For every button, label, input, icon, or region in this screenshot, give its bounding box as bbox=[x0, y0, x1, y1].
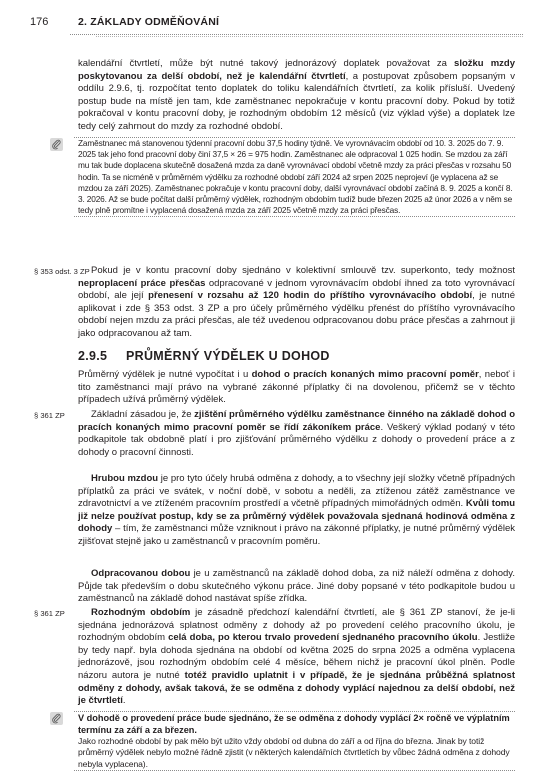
principle-bold-1: zjištění průměrného výdělku zaměstnance činného na základě dohod o pracích konaných mimo pracovní poměr se řídí zákoníkem práce bbox=[78, 409, 515, 433]
intro-bold-1: složku mzdy poskytovanou za delší období, než je kalendářní čtvrtletí bbox=[78, 58, 515, 82]
worked-time-text: je u zaměstnanců na základě dohod doba, za niž náleží odměna z dohody. Půjde tak především o dobu skutečného výkonu práce. Jiné doby popsané v této podkapitole budou u zaměstnanců na základě dohod nastávat spíše zřídka. bbox=[78, 568, 515, 605]
reference-period-bold-1: celá doba, po kterou trvalo provedení sjednaného pracovního úkolu bbox=[168, 632, 478, 644]
example-note-body: Jako rozhodné období by pak mělo být užito vždy období od dubna do září a od října do března. Jinak by totiž průměrný výdělek nebylo možné řádně zjistit (v některých kalendářních čtvrtletích by vůbec žádná odměna z dohody nebyla vyplacena). bbox=[78, 736, 510, 769]
example-note-text: Zaměstnanec má stanovenou týdenní pracovní dobu 37,5 hodiny týdně. Ve vyrovnávacím období od 10. 3. 2025 do 7. 9. 2025 tak jeho fond pracovní doby činí 37,5 × 26 = 975 hodin. Zaměstnanec ale odpracoval 1 025 hodin. Se mzdou za září mu tak bude doplacena skutečně dosažená mzda za daně vyrovnávací období včetně mzdy za práci přesčas v rozsahu 50 hodin. Ta se nicméně v průměrném výdělku za rozhodné období září 2024 až srpen 2025 neprojeví (je vyplacena až se mzdou za září 2025). Zaměstnanec pokračuje v kontu pracovní doby, další vyrovnávací období začíná 8. 9. 2025 a končí 8. 3. 2026. Až se bude počítat další průměrný výdělek, rozhodným obdobím tudíž bude březen 2025 až únor 2026 a v něm se tedy plně promítne i vyplacená dosažená mzda za září 2025 včetně mzdy za práci přesčas. bbox=[78, 138, 513, 216]
overtime-text-3: , je nutné aplikovat i zde § 353 odst. 3 ZP a pro účely průměrného výdělku přenést do příštího vyrovnávacího období nejen mzdu za práci přesčas, ale též uvedenou odpracovanou dobu práce přesčas a zahrnout ji jako odpracovanou až tam. bbox=[78, 290, 515, 339]
intro-paragraph bbox=[78, 58, 515, 134]
agreements-bold-1: dohod o pracích konaných mimo pracovní poměr bbox=[251, 369, 479, 380]
agreements-intro-paragraph bbox=[78, 369, 515, 407]
principle-text-2: . Veškerý výklad podaný v této podkapitole tak obdobně platí i pro zjišťování průměrného výdělku z dohody o provedení práce a z dohody o pracovní činnosti. bbox=[78, 421, 515, 458]
overtime-bold-2: přenesení v rozsahu až 120 hodin do příštího vyrovnávacího období bbox=[148, 290, 473, 302]
reference-period-text-1: je zásadně předchozí kalendářní čtvrtletí, ale § 361 ZP stanoví, že je-li sjednána jednorázová splatnost odměny z dohody až po provedení celého pracovního úkolu, je rozhodným obdobím bbox=[78, 607, 515, 644]
reference-period-text-2: . Jestliže by tedy např. byla dohoda sjednána na období od května 2025 do srpna 2025 a odměna vyplacena jednorázově, jsou rozhodným obdobím celé 4 měsíce, během nichž je pracovní úkol plněn. Podle názoru autora je nutné bbox=[78, 632, 516, 681]
reference-period-term: Rozhodným obdobím bbox=[91, 607, 191, 618]
running-header bbox=[30, 16, 523, 30]
margin-reference: § 361 ZP bbox=[34, 411, 65, 420]
running-title: 2. ZÁKLADY ODMĚŇOVÁNÍ bbox=[78, 16, 220, 28]
margin-reference: § 361 ZP bbox=[34, 609, 65, 618]
overtime-text-1: Pokud je v kontu pracovní doby sjednáno v kolektivní smlouvě tzv. superkonto, tedy možnost bbox=[91, 265, 515, 276]
intro-text-1: kalendářní čtvrtletí, může být nutné takový jednorázový doplatek považovat za bbox=[78, 58, 455, 69]
intro-text-2: , a postupovat způsobem popsaným v oddílu 2.9.6, tj. rozpočítat tento doplatek do toliku kalendářních čtvrtletí, za kolik přísluší. Uvedený postup bude na místě jen tam, kde zaměstnanec nepokračuje v kontu pracovní doby. Pokud by totiž pokračoval v kontu pracovní doby, je rozhodným obdobím 12 měsíců (viz výklad výše) a doplatek lze tedy celý zahrnout do mzdy za rozhodné období. bbox=[78, 70, 515, 132]
worked-time-term: Odpracovanou dobou bbox=[91, 568, 191, 579]
gross-wage-paragraph bbox=[78, 473, 515, 549]
page-number: 176 bbox=[30, 16, 49, 28]
header-rule bbox=[70, 34, 523, 35]
section-title: PRŮMĚRNÝ VÝDĚLEK U DOHOD bbox=[126, 349, 330, 363]
reference-period-bold-2: totéž pravidlo uplatnit i v případě, že je sjednána průběžná splatnost odměny z dohody, avšak taková, že se odměna z dohody vyplácí najednou za delší období, než je čtvrtletí bbox=[78, 669, 515, 707]
overtime-paragraph bbox=[78, 265, 515, 341]
agreements-text-1: Průměrný výdělek je nutné vypočítat i u bbox=[78, 369, 252, 380]
gross-wage-bold-1: Kvůli tomu již nelze používat postup, kdy se za průměrný výdělek považovala sjednaná hodinová odměna z dohody bbox=[78, 498, 515, 535]
reference-period-paragraph bbox=[78, 607, 515, 708]
agreements-text-2: , neboť i tito zaměstnanci mají právo na vybrané zákonné příplatky či na dovolenou, přičemž se v těchto případech užívá průměrný výdělek. bbox=[78, 369, 515, 406]
gross-wage-text-2: – tím, že zaměstnanci může vzniknout i právo na zákonné příplatky, je nutné průměrný výdělek zjišťovat stejně jako u zaměstnanců v pracovním poměru. bbox=[78, 523, 515, 547]
principle-paragraph bbox=[78, 409, 515, 459]
example-note-title: V dohodě o provedení práce bude sjednáno, že se odměna z dohody vyplácí 2× ročně ve výplatním termínu za září a za březen. bbox=[78, 713, 510, 735]
worked-time-paragraph bbox=[78, 568, 515, 606]
margin-reference: § 353 odst. 3 ZP bbox=[34, 267, 90, 276]
overtime-text-2: odpracované v jednom vyrovnávacím období ihned za toto vyrovnávací období, ale její bbox=[78, 277, 516, 302]
section-heading bbox=[78, 349, 330, 363]
principle-text-1: Základní zásadou je, že bbox=[91, 409, 195, 420]
paperclip-icon bbox=[50, 712, 63, 725]
example-note-agreement bbox=[74, 711, 515, 771]
example-note bbox=[74, 137, 515, 217]
paperclip-icon bbox=[50, 138, 63, 151]
gross-wage-text-1: je pro tyto účely hrubá odměna z dohody, a to všechny její složky včetně případných příplatků za práci ve svátek, v noční době, v sobotu a neděli, za ztíženou zátěž zaměstnance ve zdravotnictví a ve ztíženém pracovním prostředí a včetně případných mimořádných odměn. bbox=[78, 473, 515, 510]
section-number: 2.9.5 bbox=[78, 349, 108, 363]
reference-period-text-3: . bbox=[122, 695, 126, 707]
gross-wage-term: Hrubou mzdou bbox=[91, 473, 159, 484]
overtime-bold-1: neproplacení práce přesčas bbox=[78, 277, 206, 289]
header-rule-secondary bbox=[96, 36, 523, 37]
